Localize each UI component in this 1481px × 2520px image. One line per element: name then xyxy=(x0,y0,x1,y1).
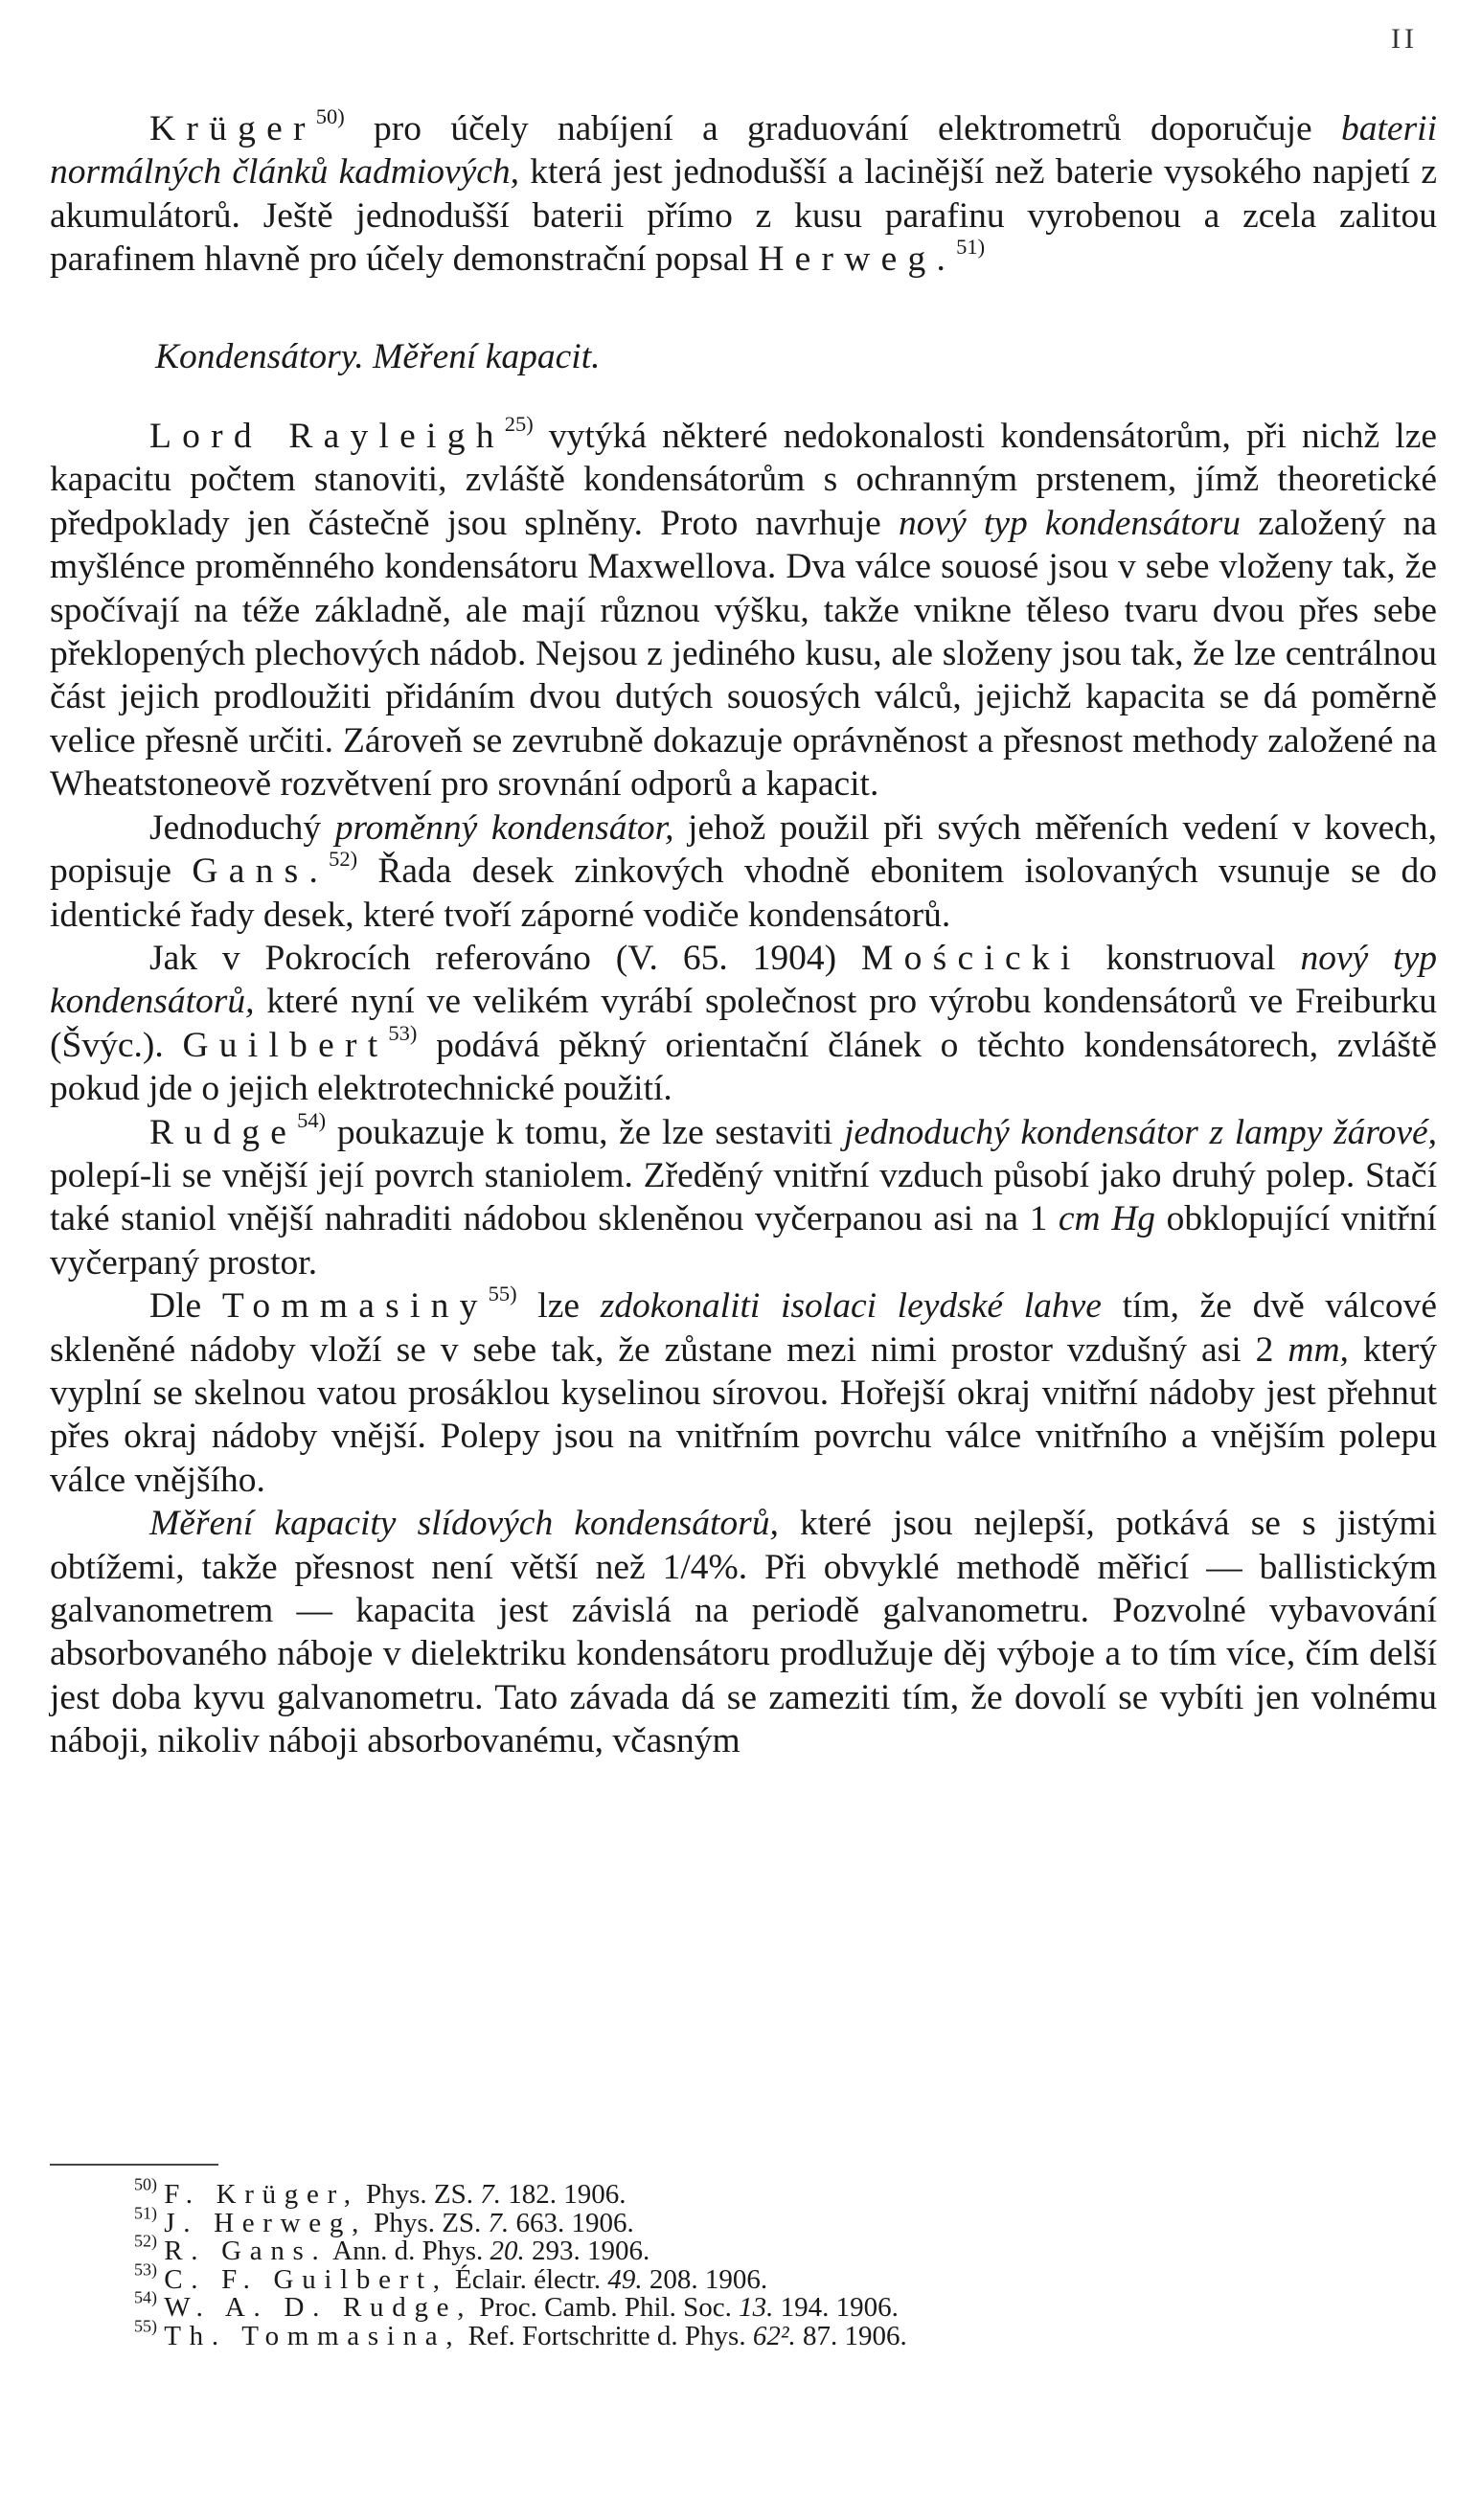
text: obklopující vnitřní vyčerpaný prostor. xyxy=(50,1199,1437,1283)
footnote-number: 54) xyxy=(134,2287,157,2307)
footnote-source: Éclair. électr. xyxy=(447,2263,608,2295)
fraction: 1/4%. xyxy=(662,1547,748,1587)
text: jehož použil při svých měřeních vedení v kovech, popisuje xyxy=(50,807,1437,892)
footnote xyxy=(134,2231,1379,2267)
author-name: Rudge xyxy=(149,1112,298,1152)
footnote-author: R. Gans. xyxy=(164,2236,328,2267)
author-name: Mościcki xyxy=(861,938,1082,978)
footnote-number: 51) xyxy=(134,2203,157,2223)
footnote-ref: 51) xyxy=(956,235,986,260)
author-name: Krüger xyxy=(149,109,316,148)
paragraph xyxy=(50,412,1437,806)
text: pro účely nabíjení a graduování elektrometrů doporučuje xyxy=(344,109,1341,148)
footnote-ref: 55) xyxy=(488,1282,517,1306)
paragraph xyxy=(50,937,1437,1111)
footnote-volume: 13. xyxy=(739,2292,774,2324)
footnote xyxy=(134,2259,1379,2295)
text: Řada desek zinkových vhodně ebonitem isolovaných vsunuje se do identické řady desek, které tvoří záporné vodiče kondensátorů. xyxy=(50,851,1438,935)
emphasis: mm, xyxy=(1287,1329,1349,1370)
text: Jak v Pokrocích referováno (V. 65. 1904) xyxy=(149,938,862,978)
emphasis: proměnný kondensátor, xyxy=(334,807,674,848)
text: Dle xyxy=(149,1286,222,1327)
footnote xyxy=(134,2203,1379,2238)
footnote-number: 52) xyxy=(134,2231,157,2251)
text: které nyní ve velikém vyrábí společnost pro výrobu kondensátorů ve Freiburku (Švýc.). xyxy=(50,982,1437,1065)
paragraph xyxy=(50,104,1437,282)
page-number: II xyxy=(1391,23,1418,55)
footnote xyxy=(134,2287,1379,2324)
footnote-number: 53) xyxy=(134,2259,157,2280)
author-name: Lord Rayleigh xyxy=(149,417,505,457)
footnote-ref: 53) xyxy=(388,1020,418,1045)
footnote-source: Phys. ZS. xyxy=(367,2207,489,2238)
footnotes xyxy=(134,2174,1379,2351)
author-name: Tommasiny xyxy=(221,1286,489,1327)
footnote-ref: 54) xyxy=(297,1107,327,1132)
footnote-rest: 182. 1906. xyxy=(501,2179,627,2210)
text: Jednoduchý xyxy=(149,807,335,848)
author-name: Herweg. xyxy=(758,239,957,280)
text: lze xyxy=(516,1286,601,1327)
footnote-source: Proc. Camb. Phil. Soc. xyxy=(472,2292,740,2324)
text: které jsou nejlepší, potkává se s jistými obtížemi, takže přesnost není větší než xyxy=(50,1504,1437,1587)
paragraph xyxy=(50,806,1437,937)
footnote-author: Th. Tommasina, xyxy=(164,2320,462,2351)
paragraph xyxy=(50,1107,1437,1285)
emphasis: baterii normálných článků kadmiových, xyxy=(50,109,1437,193)
footnote-rest: 293. 1906. xyxy=(524,2236,650,2267)
footnote-author: W. A. D. Rudge, xyxy=(164,2292,473,2324)
footnote-divider xyxy=(50,2164,218,2166)
footnote-rest: 663. 1906. xyxy=(509,2207,634,2238)
text: která jest jednodušší a lacinější než baterie vysokého napjetí z akumulátorů. Ještě jednodušší baterii přímo z kusu parafinu vyrobenou a zcela zalitou parafinem hlavně pro účely demonstrační popsal xyxy=(50,152,1437,280)
footnote-source: Ref. Fortschritte d. Phys. xyxy=(461,2320,753,2351)
footnote-source: Ann. d. Phys. xyxy=(327,2236,490,2267)
text: konstruoval xyxy=(1081,938,1301,978)
text: založený na myšlénce proměnného kondensátoru Maxwellova. Dva válce souosé jsou v sebe vloženy tak, že spočívají na téže základně, ale mají různou výšku, takže vnikne těleso tvaru dvou přes sebe překlopených plechových nádob. Nejsou z jediného kusu, ale složeny jsou tak, že lze centrálnou část jejich prodloužiti přidáním dvou dutých souosých válců, jejichž kapacita se dá poměrně velice přesně určiti. Zároveň se zevrubně dokazuje oprávněnost a přesnost methody založené na Wheatstoneově rozvětvení pro srovnání odporů a kapacit. xyxy=(50,503,1437,805)
footnote-volume: 7. xyxy=(488,2207,510,2238)
footnote-ref: 52) xyxy=(329,847,358,872)
author-name: Guilbert xyxy=(182,1025,389,1065)
text: polepí-li se vnější její povrch staniolem. Zředěný vnitřní vzduch působí jako druhý polep. Stačí také staniol vnější nahraditi nádobou skleněnou vyčerpanou asi na 1 xyxy=(50,1155,1437,1239)
footnote-ref: 50) xyxy=(315,104,345,129)
footnote-number: 50) xyxy=(134,2174,157,2194)
footnote-author: F. Krüger, xyxy=(164,2179,359,2210)
author-name: Gans. xyxy=(192,851,330,892)
emphasis: nový typ kondensátorů, xyxy=(50,938,1437,1022)
text: který vyplní se skelnou vatou prosáklou kyselinou sírovou. Hořejší okraj vnitřní nádoby jest přehnut přes okraj nádoby vnější. Polepy jsou na vnitřním povrchu válce vnitřního a vnějším polepu válce vnějšího. xyxy=(50,1329,1437,1500)
footnote-volume: 7. xyxy=(480,2179,501,2210)
text: Při obvyklé methodě měřicí — ballistickým galvanometrem — kapacita jest závislá na periodě galvanometru. Pozvolné vybavování absorbovaného náboje v dielektriku kondensátoru prodlužuje děj výboje a to tím více, čím delší jest doba kyvu galvanometru. Tato závada dá se zameziti tím, že dovolí se vybíti jen volnému náboji, nikoliv náboji absorbovanému, včasným xyxy=(50,1547,1437,1761)
footnote xyxy=(134,2174,1379,2210)
text: tím, že dvě válcové skleněné nádoby vloží se v sebe tak, že zůstane mezi nimi prostor vzdušný asi 2 xyxy=(50,1286,1438,1370)
paragraph xyxy=(50,1284,1437,1502)
footnote-source: Phys. ZS. xyxy=(358,2179,481,2210)
footnote-author: C. F. Guilbert, xyxy=(164,2263,448,2295)
footnote-rest: 208. 1906. xyxy=(642,2263,768,2295)
footnote-rest: 194. 1906. xyxy=(773,2292,899,2324)
emphasis: zdokonaliti isolaci leydské lahve xyxy=(600,1286,1102,1327)
footnote-volume: 62². xyxy=(752,2320,796,2351)
footnote-number: 55) xyxy=(134,2316,157,2336)
text: podává pěkný orientační článek o těchto kondensátorech, zvláště pokud jde o jejich elektrotechnické použití. xyxy=(50,1025,1437,1109)
text: vytýká některé nedokonalosti kondensátorům, při nichž lze kapacitu počtem stanoviti, zvláště kondensátorům s ochranným prstenem, jímž theoretické předpoklady jen částečně jsou splněny. Proto navrhuje xyxy=(50,417,1437,543)
emphasis: jednoduchý kondensátor z lampy žárové, xyxy=(843,1112,1437,1152)
paragraph xyxy=(50,1502,1437,1762)
emphasis: nový typ kondensátoru xyxy=(898,503,1242,543)
footnote-volume: 20. xyxy=(490,2236,525,2267)
footnote xyxy=(134,2316,1379,2351)
emphasis: cm Hg xyxy=(1058,1199,1156,1239)
body-text xyxy=(50,104,1438,1763)
footnote-rest: 87. 1906. xyxy=(795,2320,907,2351)
text: poukazuje k tomu, že lze sestaviti xyxy=(326,1112,844,1152)
footnote-author: J. Herweg, xyxy=(164,2207,368,2238)
emphasis: Měření kapacity slídových kondensátorů, xyxy=(149,1504,779,1544)
footnote-ref: 25) xyxy=(504,412,534,437)
section-heading: Kondensátory. Měření kapacit. xyxy=(155,336,601,376)
footnote-volume: 49. xyxy=(607,2263,643,2295)
